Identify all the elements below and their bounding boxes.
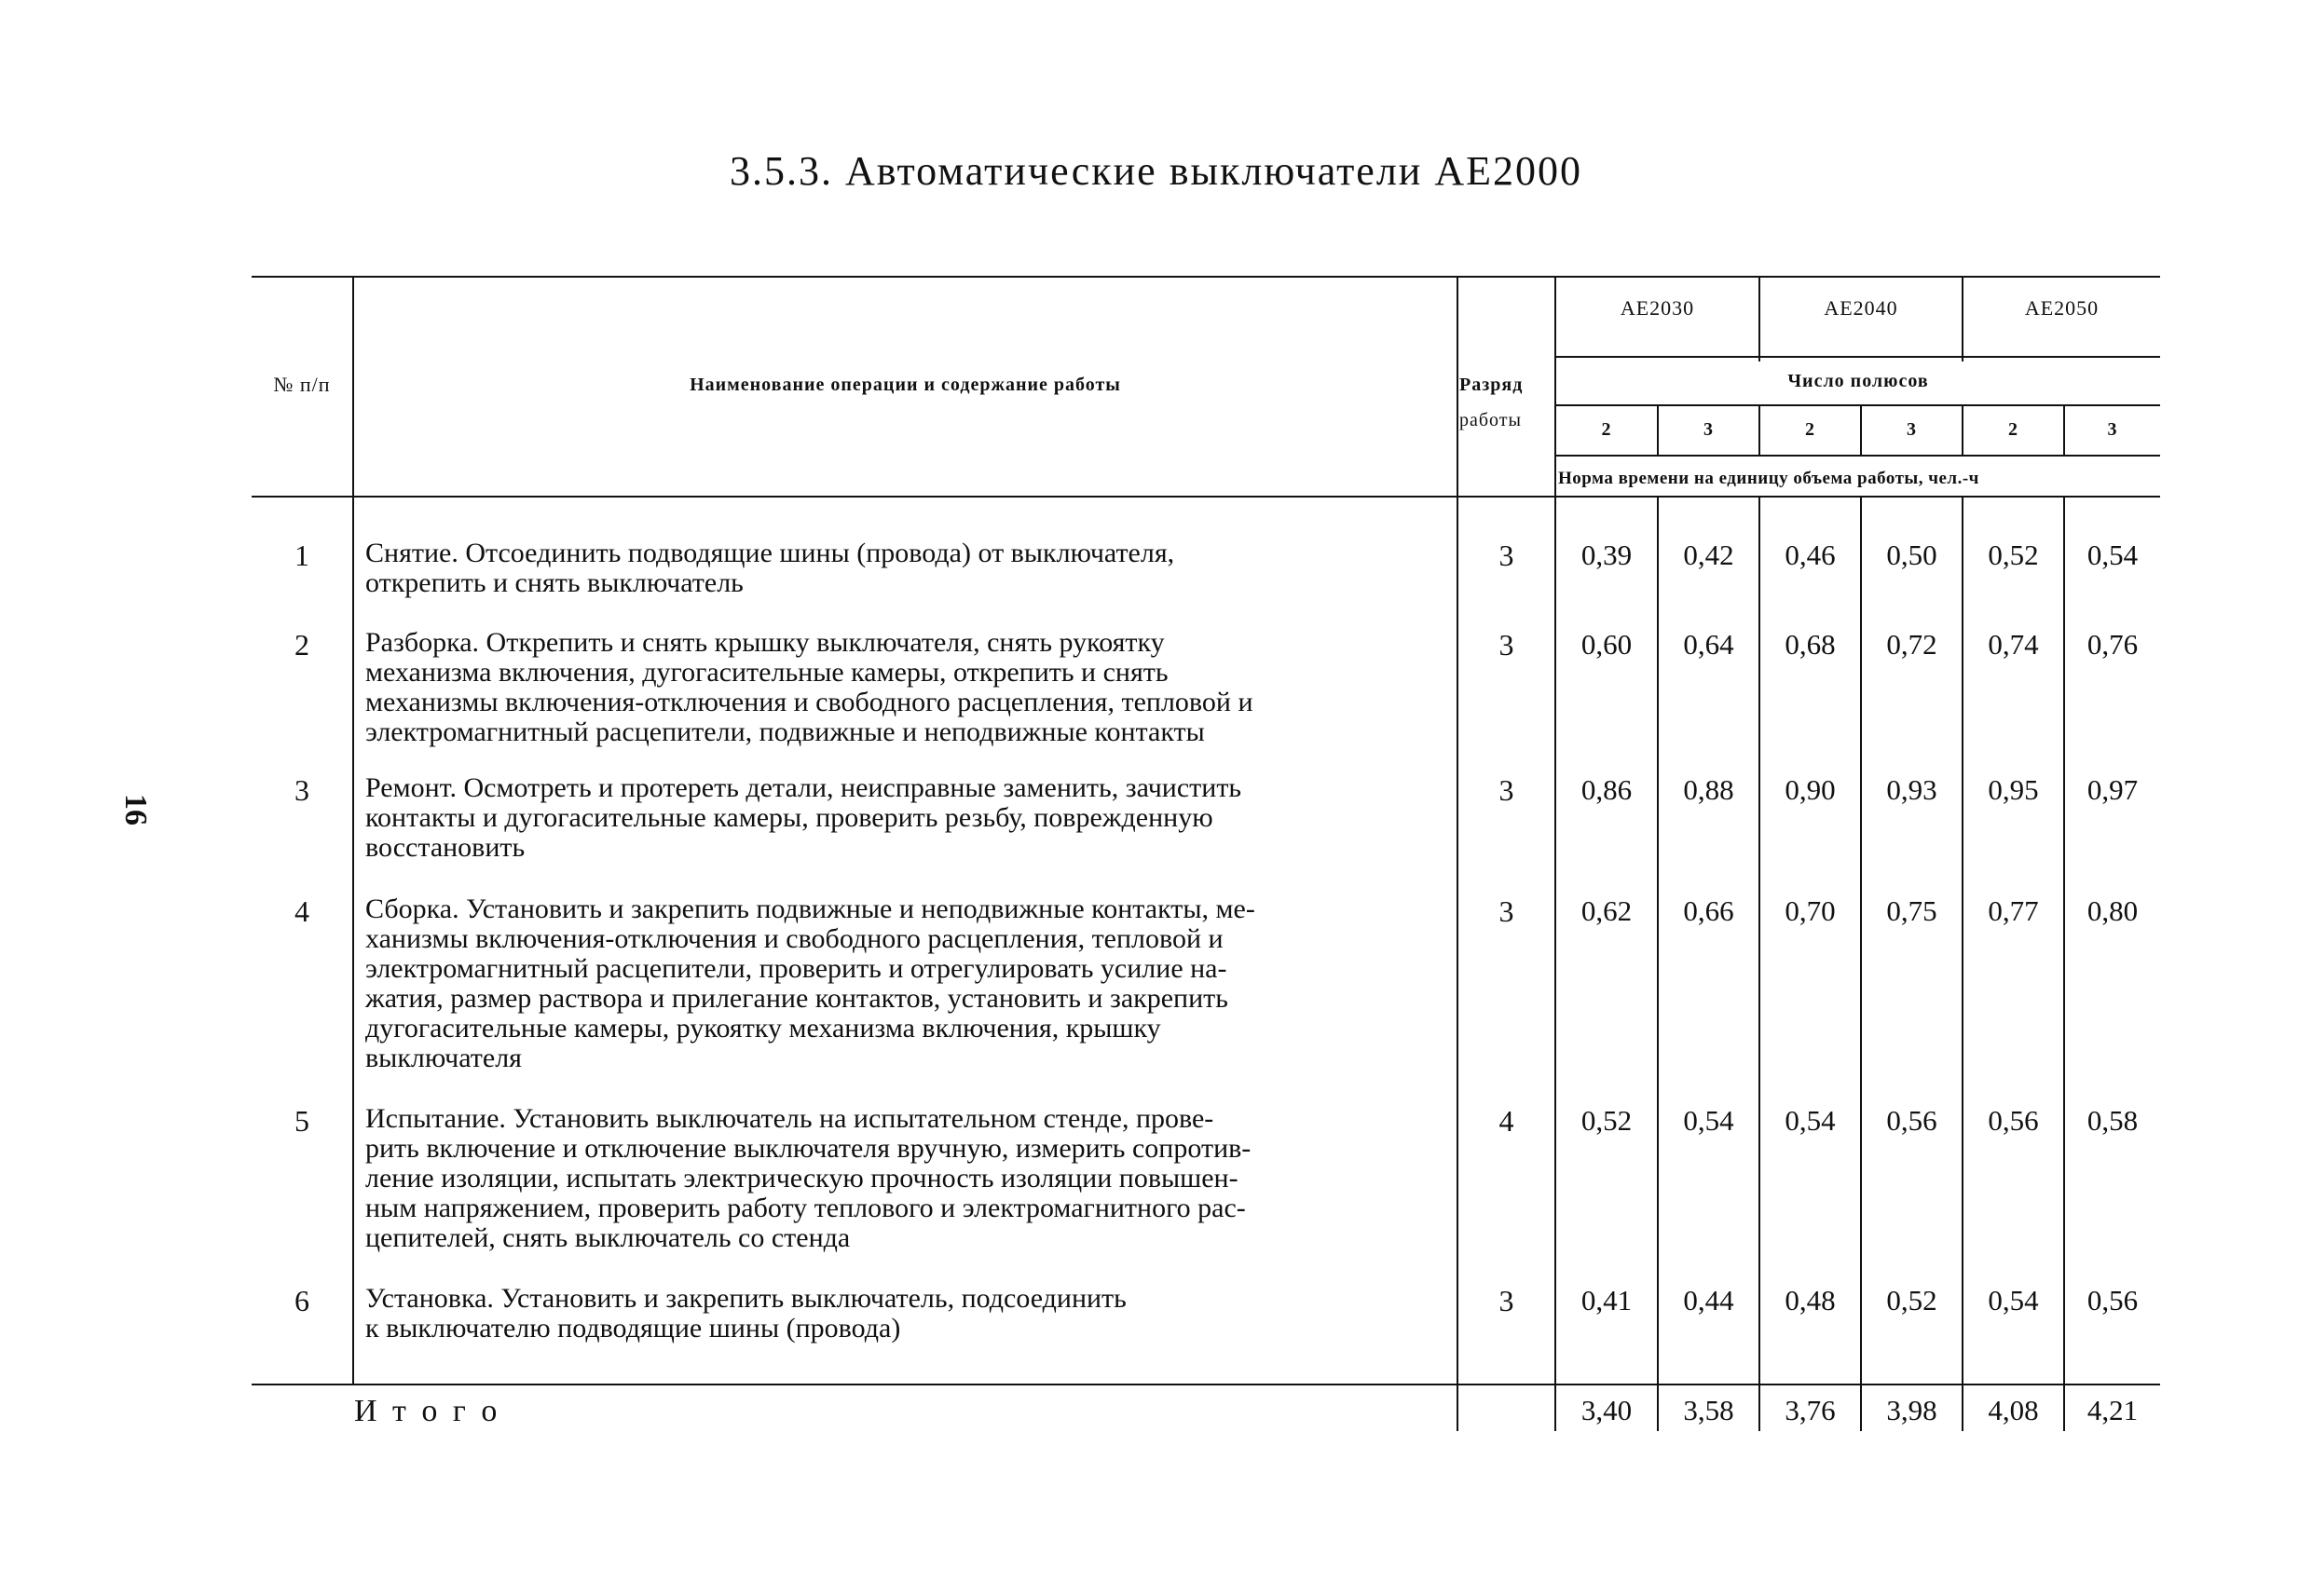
row-description-line: жатия, размер раствора и прилегание контактов, установить и закрепить [365,983,1228,1014]
row-description-line: Сборка. Установить и закрепить подвижные и неподвижные контакты, ме- [365,893,1255,924]
row-description [365,1284,1451,1344]
row-value: 0,76 [2086,628,2139,661]
row-description-line: Испытание. Установить выключатель на испытательном стенде, прове- [365,1103,1214,1134]
table-top-rule [252,276,2160,278]
header-model-ae2040: АЕ2040 [1824,296,1898,320]
row-description-line: ханизмы включения-отключения и свободного расцепления, тепловой и [365,923,1224,954]
total-value: 3,58 [1683,1394,1734,1426]
row-value: 0,88 [1683,773,1734,806]
header-model-ae2030: АЕ2030 [1620,296,1695,320]
row-value: 0,44 [1683,1284,1734,1316]
row-number: 6 [294,1284,309,1317]
total-value: 3,76 [1785,1394,1836,1426]
row-value: 0,58 [2086,1104,2139,1137]
row-description [365,773,1451,863]
row-description [365,628,1451,747]
row-value: 0,48 [1785,1284,1836,1316]
total-top-rule [252,1384,2160,1385]
header-poles-label: Число полюсов [1787,371,1929,391]
poles-label-rule [1554,404,2160,406]
row-value: 0,39 [1580,539,1633,571]
header-pole: 3 [1907,419,1917,440]
row-value: 0,56 [1988,1104,2039,1137]
row-value: 0,72 [1886,628,1937,661]
model-row-rule [1554,356,2160,358]
row-value: 0,54 [1683,1104,1734,1137]
row-grade: 3 [1498,628,1514,662]
row-description-line: Разборка. Открепить и снять крышку выключателя, снять рукоятку [365,627,1165,658]
header-col-grade-2: работы [1459,410,1522,430]
row-value: 0,52 [1988,539,2039,571]
row-description-line: Установка. Установить и закрепить выключатель, подсоединить [365,1283,1127,1314]
header-pole: 2 [2008,419,2018,440]
row-value: 0,74 [1988,628,2039,661]
row-value: 0,66 [1683,894,1734,927]
header-pole: 3 [1703,419,1714,440]
row-description-line: электромагнитный расцепители, подвижные и неподвижные контакты [365,716,1205,747]
row-value: 0,56 [2086,1284,2139,1316]
col-rule-grade [1554,276,1556,1431]
row-description-line: открепить и снять выключатель [365,567,744,598]
header-norm-label: Норма времени на единицу объема работы, чел.-ч [1558,469,1979,488]
row-description-line: механизмы включения-отключения и свободного расцепления, тепловой и [365,687,1253,717]
row-value: 0,56 [1886,1104,1937,1137]
row-number: 3 [294,773,309,807]
row-description-line: контакты и дугогасительные камеры, проверить резьбу, поврежденную [365,802,1213,833]
total-value: 3,98 [1886,1394,1937,1426]
row-description-line: восстановить [365,832,526,863]
header-col-name: Наименование операции и содержание работы [690,375,1121,395]
row-value: 0,41 [1580,1284,1633,1316]
total-value: 4,08 [1988,1394,2039,1426]
row-value: 0,60 [1580,628,1633,661]
row-value: 0,77 [1988,894,2039,927]
header-pole: 2 [1805,419,1815,440]
col-rule-num [352,276,354,1384]
row-grade: 3 [1498,539,1514,572]
row-description-line: дугогасительные камеры, рукоятку механизма включения, крышку [365,1013,1161,1044]
row-number: 4 [294,894,309,928]
row-description-line: к выключателю подводящие шины (провода) [365,1313,901,1344]
row-description-line: электромагнитный расцепители, проверить и отрегулировать усилие на- [365,953,1227,984]
row-value: 0,46 [1785,539,1836,571]
row-description-line: Ремонт. Осмотреть и протереть детали, неисправные заменить, зачистить [365,772,1242,803]
row-value: 0,54 [2086,539,2139,571]
row-description-line: выключателя [365,1043,522,1073]
row-value: 0,52 [1886,1284,1937,1316]
row-description-line: ным напряжением, проверить работу теплового и электромагнитного рас- [365,1193,1246,1223]
row-value: 0,90 [1785,773,1836,806]
total-value: 3,40 [1580,1394,1633,1426]
row-grade: 3 [1498,773,1514,807]
row-value: 0,42 [1683,539,1734,571]
row-value: 0,97 [2086,773,2139,806]
total-value: 4,21 [2086,1394,2139,1426]
row-value: 0,62 [1580,894,1633,927]
page-number: 16 [118,794,153,825]
row-number: 5 [294,1104,309,1138]
row-value: 0,68 [1785,628,1836,661]
total-label: И т о г о [354,1394,501,1428]
row-description-line: ление изоляции, испытать электрическую прочность изоляции повышен- [365,1163,1238,1194]
row-value: 0,54 [1785,1104,1836,1137]
row-value: 0,70 [1785,894,1836,927]
row-value: 0,80 [2086,894,2139,927]
row-number: 2 [294,628,309,662]
col-rule-name [1457,276,1458,1431]
row-value: 0,54 [1988,1284,2039,1316]
header-bottom-rule [252,496,2160,498]
page-title: 3.5.3. Автоматические выключатели АЕ2000 [729,148,1582,194]
header-col-grade-1: Разряд [1459,375,1524,395]
header-model-ae2050: АЕ2050 [2024,296,2100,320]
row-description-line: цепителей, снять выключатель со стенда [365,1222,851,1253]
row-value: 0,86 [1580,773,1633,806]
row-value: 0,75 [1886,894,1937,927]
row-description [365,539,1451,598]
row-value: 0,52 [1580,1104,1633,1137]
row-description-line: рить включение и отключение выключателя вручную, измерить сопротив- [365,1133,1252,1164]
row-description-line: механизма включения, дугогасительные камеры, открепить и снять [365,657,1169,688]
header-pole: 3 [2107,419,2118,440]
row-grade: 3 [1498,1284,1514,1317]
header-col-num: № п/п [273,373,331,396]
row-grade: 3 [1498,894,1514,928]
row-value: 0,64 [1683,628,1734,661]
row-value: 0,95 [1988,773,2039,806]
header-pole: 2 [1601,419,1612,440]
row-number: 1 [294,539,309,572]
row-value: 0,50 [1886,539,1937,571]
row-grade: 4 [1498,1104,1514,1138]
row-description [365,894,1451,1073]
row-description [365,1104,1451,1253]
poles-row-rule [1554,455,2160,457]
row-value: 0,93 [1886,773,1937,806]
row-description-line: Снятие. Отсоединить подводящие шины (провода) от выключателя, [365,538,1175,568]
